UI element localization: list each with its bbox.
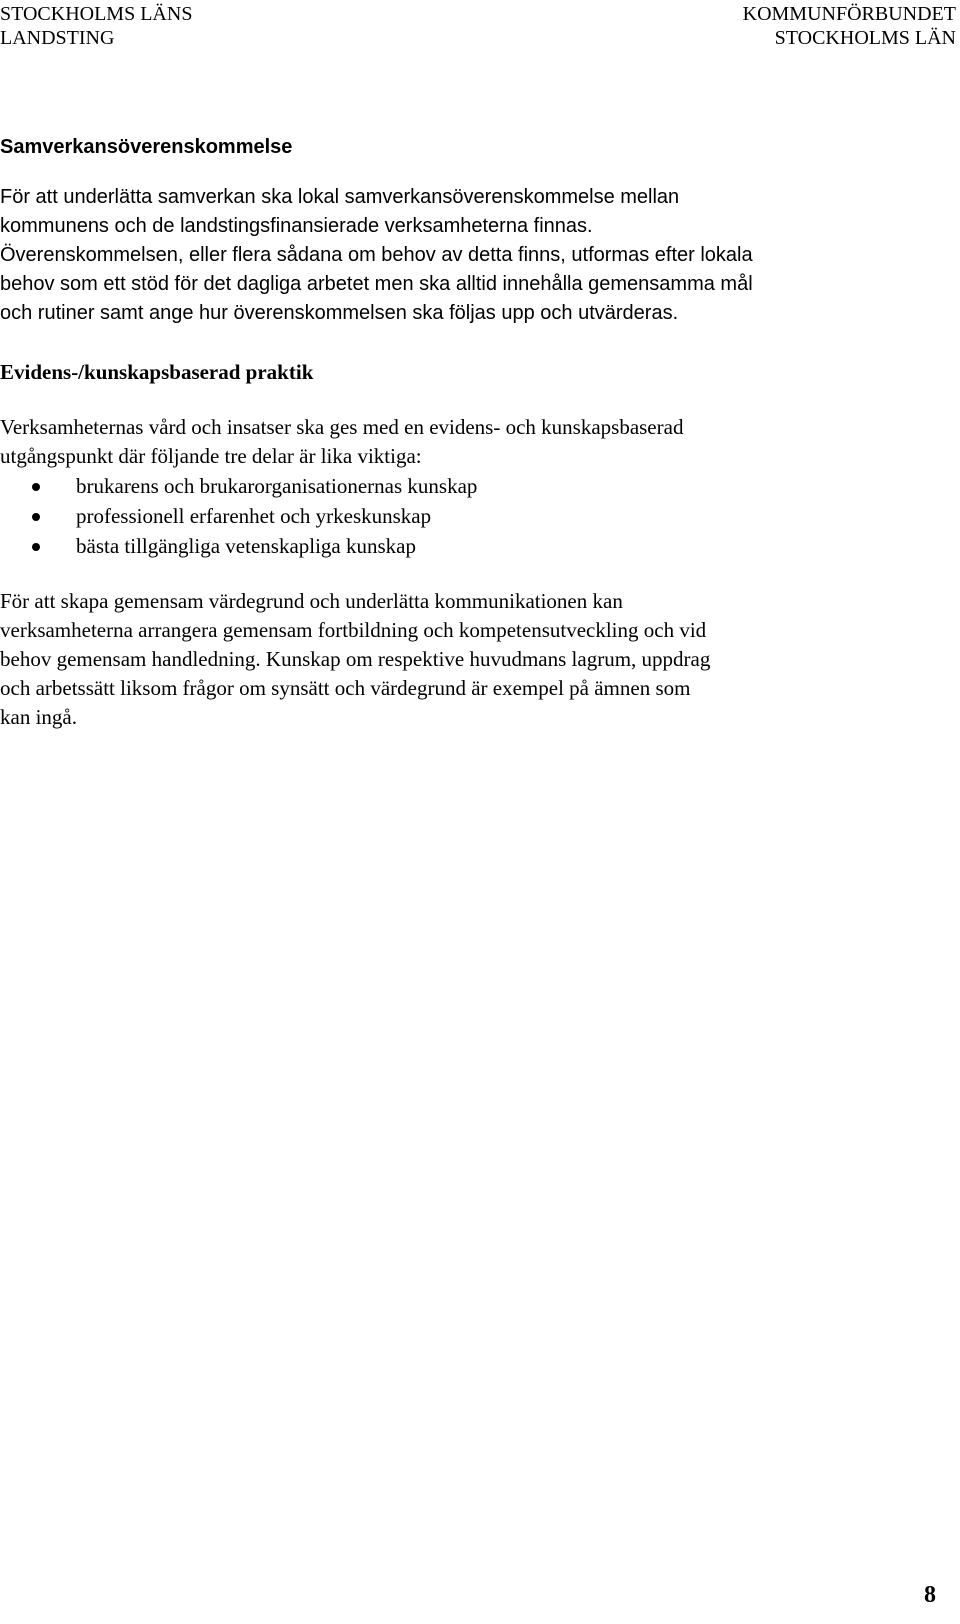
section1-line: och rutiner samt ange hur överenskommelsen ska följas upp och utvärderas.: [0, 302, 679, 324]
list-item-text: brukarens och brukarorganisationernas kunskap: [76, 474, 478, 498]
header-left-org: [0, 2, 192, 50]
list-item: [0, 501, 940, 531]
section1-paragraph: [0, 183, 940, 328]
section2-bullet-list: [0, 471, 940, 561]
section2-closing-line: verksamheterna arrangera gemensam fortbildning och kompetensutveckling och vid: [0, 618, 707, 642]
section1-heading: Samverkansöverenskommelse: [0, 136, 293, 158]
section2-closing-line: och arbetssätt liksom frågor om synsätt och värdegrund är exempel på ämnen som: [0, 676, 691, 700]
section2-closing-line: För att skapa gemensam värdegrund och underlätta kommunikationen kan: [0, 589, 623, 613]
header-right-org: [743, 2, 956, 50]
bullet-icon: [32, 483, 40, 491]
section2-intro: [0, 413, 940, 471]
section1-line: behov som ett stöd för det dagliga arbetet men ska alltid innehålla gemensamma mål: [0, 273, 753, 295]
bullet-icon: [32, 543, 40, 551]
page-header: [0, 2, 956, 50]
header-left-line1: STOCKHOLMS LÄNS: [0, 3, 193, 25]
list-item-text: professionell erfarenhet och yrkeskunskap: [76, 504, 432, 528]
section1-line: För att underlätta samverkan ska lokal samverkansöverenskommelse mellan: [0, 186, 680, 208]
section2-closing: [0, 587, 940, 732]
header-right-line2: STOCKHOLMS LÄN: [774, 27, 956, 49]
section2-intro-line: utgångspunkt där följande tre delar är lika viktiga:: [0, 444, 422, 468]
document-body: [0, 134, 940, 732]
section1-line: Överenskommelsen, eller flera sådana om behov av detta finns, utformas efter lokala: [0, 244, 753, 266]
section2-heading: Evidens-/kunskapsbaserad praktik: [0, 360, 314, 384]
section2-intro-line: Verksamheternas vård och insatser ska ges med en evidens- och kunskapsbaserad: [0, 415, 684, 439]
section2-closing-line: behov gemensam handledning. Kunskap om respektive huvudmans lagrum, uppdrag: [0, 647, 711, 671]
page-number: 8: [924, 1582, 936, 1608]
section1-line: kommunens och de landstingsfinansierade verksamheterna finnas.: [0, 215, 593, 237]
list-item: [0, 471, 940, 501]
header-right-line1: KOMMUNFÖRBUNDET: [742, 3, 956, 25]
section2-closing-line: kan ingå.: [0, 705, 77, 729]
list-item-text: bästa tillgängliga vetenskapliga kunskap: [76, 534, 416, 558]
list-item: [0, 531, 940, 561]
header-left-line2: LANDSTING: [0, 27, 115, 49]
bullet-icon: [32, 513, 40, 521]
